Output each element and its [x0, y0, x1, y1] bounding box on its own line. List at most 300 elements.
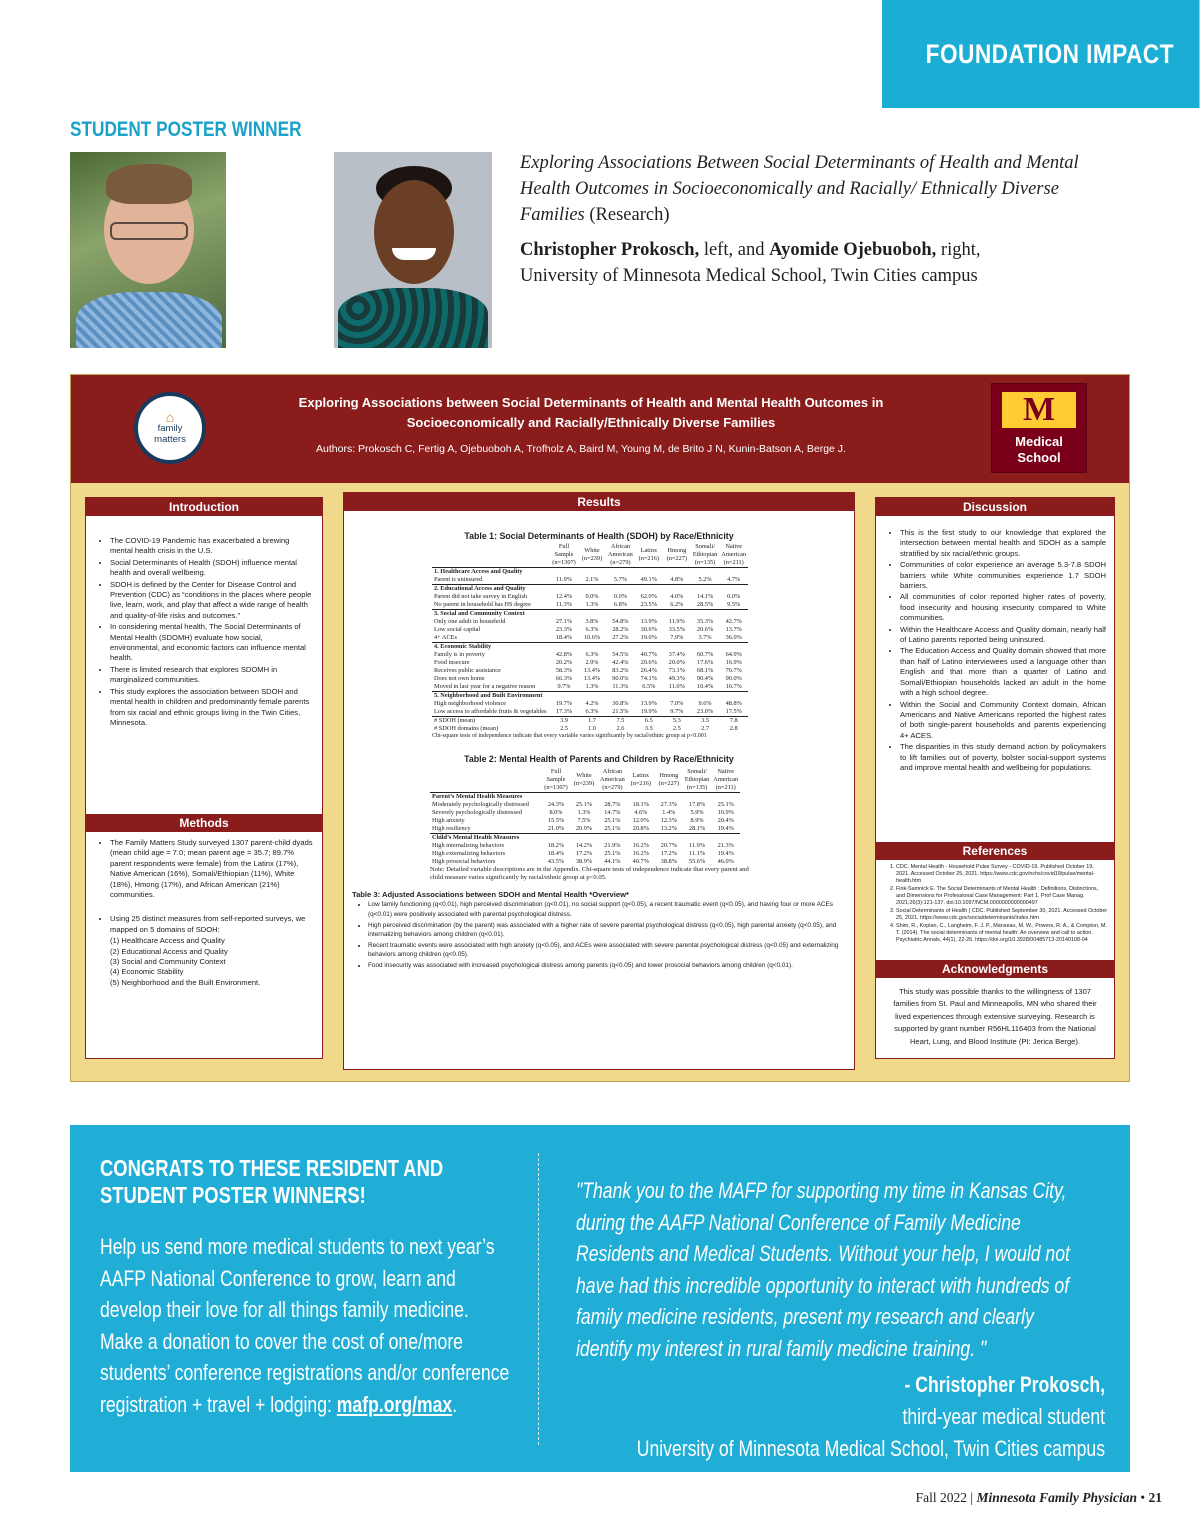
table-cell: 28.2% — [612, 626, 629, 633]
table-cell: 60.7% — [696, 651, 714, 658]
table-col-header: Hmong (n=227) — [663, 543, 691, 568]
table-cell: 21.9% — [604, 842, 621, 849]
table-cell: 7.0% — [670, 700, 684, 707]
table-cell: 25.1% — [604, 817, 621, 824]
table3-title: Table 3: Adjusted Associations between SDOH and Mental Health *Overview* — [352, 890, 629, 899]
table-row — [432, 717, 748, 726]
section-label: STUDENT POSTER WINNER — [70, 118, 302, 141]
table-cell: 11.9% — [689, 842, 706, 849]
table-col-header: Native American (n=211) — [721, 543, 747, 566]
table2-title: Table 2: Mental Health of Parents and Children by Race/Ethnicity — [464, 754, 734, 764]
table-section: Child’s Mental Health Measures — [430, 834, 740, 843]
table-cell: 9.6% — [698, 700, 712, 707]
discussion-item: • All communities of color reported higher rates of poverty, food insecurity and housing insecurity compared to White communities. — [900, 592, 1106, 623]
table-cell: 12.0% — [632, 817, 649, 824]
table-col-header: White (n=239) — [570, 768, 598, 793]
table-cell: 11.3% — [555, 601, 573, 608]
table-row-label: High anxiety — [432, 817, 465, 824]
table-cell: 20.6% — [640, 659, 657, 666]
table-row-label: High neighborhood violence — [434, 700, 507, 707]
table-cell: 4.8% — [670, 576, 684, 583]
table-cell: 9.5% — [727, 601, 741, 608]
table-row-label: Only one adult in household — [434, 618, 506, 625]
table-cell: 90.4% — [696, 675, 714, 682]
callout-heading: CONGRATS TO THESE RESIDENT AND STUDENT POSTER WINNERS! — [100, 1155, 444, 1208]
table-row-label: Moderately psychologically distressed — [432, 801, 529, 808]
intro-item: • This study explores the association between SDOH and mental health in children and predominantly female parents from six racial and ethnic groups living in the Twin Cities, Minnesota. — [110, 687, 314, 729]
table-col-header: Latinx (n=216) — [627, 768, 655, 793]
table-row — [430, 801, 740, 809]
table-row — [432, 667, 748, 675]
table3-list — [344, 900, 854, 970]
table-cell: 19.4% — [717, 850, 734, 857]
poster-right-column — [875, 497, 1115, 1059]
medical-school-logo: M Medical School — [991, 383, 1087, 473]
table-cell: 37.4% — [668, 651, 685, 658]
table-row — [432, 626, 748, 634]
table-cell: 6.3% — [585, 626, 599, 633]
table-cell: 11.3% — [612, 683, 629, 690]
table-row-label: # SDOH (mean) — [432, 717, 550, 726]
table-row — [432, 725, 748, 733]
table-cell: 17.3% — [555, 708, 573, 715]
table-row — [430, 834, 740, 843]
table-cell: 12.3% — [660, 817, 677, 824]
methods-item: • Using 25 distinct measures from self-reported surveys, we mapped on 5 domains of SDOH: — [110, 914, 314, 935]
table-cell: 4.7% — [727, 576, 741, 583]
table-cell: 46.0% — [717, 858, 734, 865]
table-col-header: Latinx (n=216) — [635, 543, 663, 568]
table-row — [430, 850, 740, 858]
table-cell: 0.0% — [613, 593, 627, 600]
table-row-label: Does not own home — [434, 675, 485, 682]
table-row — [430, 842, 740, 850]
table-cell: 55.6% — [688, 858, 706, 865]
table-cell: 3.5 — [644, 725, 653, 732]
intro-heading: Introduction — [86, 498, 322, 516]
table-cell: 49.1% — [640, 576, 657, 583]
winner-authors: Christopher Prokosch, left, and Ayomide Ojebuoboh, right, University of Minnesota Medical School, Twin Cities campus — [520, 240, 981, 286]
table-cell: 21.0% — [547, 825, 565, 832]
table-cell: 20.6% — [696, 626, 714, 633]
table3-item: • Recent traumatic events were associated with high anxiety (q<0.05), and ACEs were associated with severe parental psychological distress (q<0.05) and externalizing behaviors among children (q<0.05). — [368, 941, 844, 960]
table-cell: 13.4% — [583, 675, 601, 682]
table-cell: 90.0% — [725, 675, 742, 682]
table-row — [432, 585, 748, 594]
table-col-header: White (n=239) — [578, 543, 606, 568]
table-cell: 26.4% — [640, 667, 657, 674]
table-cell: 42.4% — [612, 659, 629, 666]
table-cell: 66.3% — [555, 675, 573, 682]
intro-item: • In considering mental health, The Social Determinants of Mental Health (SDOMH) evaluate how social, environmental, and economic factors can influence mental health. — [110, 622, 314, 664]
table-cell: 8.0% — [549, 809, 563, 816]
table-cell: 42.7% — [725, 618, 742, 625]
table-cell: 2.9% — [585, 659, 599, 666]
discussion-item: • Communities of color experience an average 5.3-7.8 SDOH barriers while White communities experience 1.7 SDOH barriers. — [900, 560, 1106, 591]
results-heading: Results — [344, 493, 854, 511]
table-row-label: No parent in household has HS degree — [434, 601, 531, 608]
table-section: 1. Healthcare Access and Quality — [432, 568, 748, 577]
table-cell: 9.7% — [670, 708, 684, 715]
table-row — [432, 610, 748, 619]
table-cell: 11.9% — [555, 576, 573, 583]
table-cell: 30.8% — [612, 700, 629, 707]
page-number: 21 — [1148, 1490, 1162, 1505]
intro-item: • Social Determinants of Health (SDOH) influence mental health and overall wellbeing. — [110, 558, 314, 579]
table-row — [432, 659, 748, 667]
table-row-label: Low social capital — [434, 626, 481, 633]
methods-domain: (1) Healthcare Access and Quality — [110, 936, 225, 946]
section-banner: FOUNDATION IMPACT — [882, 0, 1200, 108]
testimonial-quote: "Thank you to the MAFP for supporting my time in Kansas City, during the AAFP National Conference of Family Medicine Residents and Medical Students. Without your help, I would not have had this incredible opportunity to interact with hundreds of family medicine residents, present my research and clearly identify my interest in rural family medicine training. " — [576, 1178, 1070, 1361]
table-row — [432, 568, 748, 577]
table-cell: 16.2% — [632, 850, 649, 857]
ack-heading: Acknowledgments — [876, 960, 1114, 978]
table-cell: 20.9% — [575, 825, 593, 832]
table-cell: 7.5% — [577, 817, 591, 824]
table-cell: 13.9% — [640, 700, 657, 707]
table-row-label: Moved in last year for a negative reason — [434, 683, 536, 690]
table-cell: 17.2% — [660, 850, 677, 857]
table-cell: 1.7 — [578, 717, 606, 726]
table-cell: 27.1% — [555, 618, 573, 625]
poster-results-column — [343, 492, 855, 1070]
table-cell: 1.0 — [588, 725, 596, 732]
callout-body: Help us send more medical students to next year’s AAFP National Conference to grow, learn and develop their love for all things family medicine. Make a donation to cover the cost of one/more students’ conference registrations and/or conference registration + travel + lodging: mafp.org/max. — [100, 1234, 510, 1417]
table-cell: 54.5% — [612, 651, 629, 658]
table-cell: 14.2% — [575, 842, 593, 849]
ack-text: This study was possible thanks to the willingness of 1307 families from St. Paul and Minneapolis, MN who shared their lived experiences through extensive surveying. Research is supported by grant number R56HL116403 from the National Heart, Lung, and Blood Institute (PI: Jerica Berge). — [893, 987, 1097, 1046]
reference-item: 4. Shim, R., Koplan, C., Langheim, F. J. P., Manseau, M. W., Powers, R. A., & Compton, M. T. (2014). The social determinants of mental health: An overview and call to action. Psychiatric Annals, 44(1), 22-26. https://doi.org/10.3928/00485713-20140108-04 — [896, 923, 1108, 944]
table-cell: 25.1% — [575, 801, 593, 808]
table-row — [430, 858, 740, 866]
discussion-item: • Within the Social and Community Context domain, African Americans and Native Americans reported the highest rates of both single-parent households and parents experiencing 4+ ACES. — [900, 700, 1106, 742]
table-cell: 20.0% — [668, 659, 685, 666]
table-cell: 14.1% — [696, 593, 714, 600]
intro-item: • There is limited research that explores SDOMH in marginalized communities. — [110, 665, 314, 686]
table-cell: 20.8% — [632, 825, 649, 832]
discussion-heading: Discussion — [876, 498, 1114, 516]
reference-item: 1. CDC. Mental Health - Household Pulse Survey - COVID-19. Published October 19, 2021. Accessed October 25, 2021. https://www.cdc.gov/nchs/covid19/pulse/mental-health.htm — [896, 864, 1108, 885]
table-cell: 25.1% — [717, 801, 734, 808]
table-cell: 7.8 — [719, 717, 748, 726]
table-cell: 36.0% — [725, 634, 742, 641]
table-cell: 25.1% — [604, 850, 621, 857]
table-cell: 13.2% — [660, 825, 677, 832]
table-row-label: Receives public assistance — [434, 667, 501, 674]
page-footer: Fall 2022 | Minnesota Family Physician • 21 — [915, 1490, 1162, 1505]
table-cell: 9.7% — [557, 683, 571, 690]
table-section: 3. Social and Community Context — [432, 610, 748, 619]
reference-item: 2. Fink-Samnick E. The Social Determinants of Mental Health : Definitions, Distinctions, and Dimensions for Professional Case Management: Part 1. Prof Case Manag. 2021;26(3):121-137. doi:10.1097/NCM.0000000000000497 — [896, 886, 1108, 907]
discussion-item: • This is the first study to our knowledge that explored the intersection between mental health and SDOH as a sample stratified by six racial/ethnic groups. — [900, 528, 1106, 559]
table-cell: 3.7% — [698, 634, 712, 641]
table-row — [432, 593, 748, 601]
table-row — [432, 692, 748, 701]
reference-item: 3. Social Determinants of Health | CDC. Published September 30, 2021. Accessed October 25, 2021. https://www.cdc.gov/socialdeterminants/index.htm — [896, 908, 1108, 922]
table-row-label: High prosocial behaviors — [432, 858, 496, 865]
table1-title: Table 1: Social Determinants of Health (SDOH) by Race/Ethnicity — [464, 531, 734, 541]
table-cell: 11.9% — [668, 618, 685, 625]
intro-item: • The COVID-19 Pandemic has exacerbated a brewing mental health crisis in the U.S. — [110, 536, 314, 557]
table-cell: 62.0% — [640, 593, 657, 600]
winner-poster-title: Exploring Associations Between Social Determinants of Health and Mental Health Outcomes in Socioeconomically and Racially/ Ethnically Diverse Families (Research) — [520, 153, 1079, 225]
table-cell: 20.2% — [555, 659, 573, 666]
poster-authors: Authors: Prokosch C, Fertig A, Ojebuoboh A, Trofholz A, Baird M, Young M, de Brito J N, Kunin-Batson A, Berge J. — [316, 443, 846, 455]
table-cell: 11.0% — [668, 683, 685, 690]
table-cell: 21.5% — [612, 708, 629, 715]
table-cell: 40.7% — [632, 858, 649, 865]
table-row — [432, 675, 748, 683]
table-cell: 6.5 — [635, 717, 663, 726]
table-row — [430, 825, 740, 834]
table-cell: 24.3% — [547, 801, 565, 808]
table-cell: 5.7% — [613, 576, 627, 583]
discussion-item: • Within the Healthcare Access and Quality domain, nearly half of Latino parents reported being uninsured. — [900, 625, 1106, 646]
table-cell: 18.1% — [632, 801, 649, 808]
table-cell: 90.0% — [612, 675, 629, 682]
table-cell: 2.5 — [560, 725, 568, 732]
table-cell: 48.8% — [725, 700, 742, 707]
table-col-header: Somali/ Ethiopian (n=135) — [692, 543, 718, 566]
table-cell: 5.2% — [698, 576, 712, 583]
table-cell: 28.1% — [688, 825, 706, 832]
methods-item: • The Family Matters Study surveyed 1307 parent-child dyads (mean child age = 7.0; mean parent age = 35.7; 89.7% parent respondents were female) from the Latinx (17%), Native American (16%), Somali/Ethiopian (11%), White (18%), Hmong (17%), and African American (21%) communities. — [110, 838, 314, 900]
table3-item: • High perceived discrimination (by the parent) was associated with a higher rate of severe parental psychological distress (q<0.05), high parental anxiety (q<0.05), and internalizing behaviors among children (q<0.01). — [368, 921, 844, 940]
table-cell: 64.9% — [725, 651, 742, 658]
table-cell: 16.9% — [725, 659, 742, 666]
table-cell: 17.6% — [696, 659, 714, 666]
intro-item: • SDOH is defined by the Center for Disease Control and Prevention (CDC) as “conditions in the places where people live, learn, work, and play that affect a wide range of health and quality-of-life risks and outcomes.” — [110, 580, 314, 622]
research-poster — [70, 374, 1130, 1082]
references-heading: References — [876, 842, 1114, 860]
table-cell: 3.5 — [691, 717, 719, 726]
poster-title: Exploring Associations between Social Determinants of Health and Mental Health Outcomes in Socioeconomically and Racially/Ethnically Diverse Families — [298, 395, 884, 430]
table2 — [430, 768, 740, 866]
table-cell: 2.5 — [672, 725, 681, 732]
quote-author: - Christopher Prokosch, — [904, 1372, 1105, 1397]
table-cell: 7.5 — [606, 717, 635, 726]
table-cell: 3.8% — [585, 618, 599, 625]
umn-m-icon: M — [1002, 392, 1076, 428]
table-cell: 6.3% — [585, 708, 599, 715]
table-cell: 23.5% — [640, 601, 657, 608]
table-cell: 40.7% — [640, 651, 657, 658]
table-row-label: 4+ ACEs — [434, 634, 457, 641]
table-cell: 6.5% — [642, 683, 656, 690]
table-cell: 27.3% — [660, 801, 677, 808]
table-cell: 15.5% — [547, 817, 565, 824]
table-row — [432, 651, 748, 659]
table-cell: 14.7% — [604, 809, 621, 816]
methods-domain: (3) Social and Community Context — [110, 957, 226, 967]
table-cell: 38.8% — [660, 858, 677, 865]
table-row-label: Food insecure — [434, 659, 470, 666]
table-cell: 7.9% — [670, 634, 684, 641]
table-cell: 16.7% — [725, 683, 742, 690]
table-col-header: Hmong (n=227) — [655, 768, 683, 793]
table-row — [432, 576, 748, 585]
house-icon: ⌂ — [165, 408, 175, 425]
table-col-header: Somali/ Ethiopian (n=135) — [684, 768, 710, 791]
table-row — [430, 793, 740, 802]
table-cell: 21.3% — [717, 842, 734, 849]
table-cell: 25.1% — [604, 825, 621, 832]
table-cell: 74.1% — [640, 675, 657, 682]
table-cell: 1.3% — [585, 601, 599, 608]
table-row-label: High externalizing behaviors — [432, 850, 506, 857]
discussion-item: • The disparities in this study demand action by policymakers to lift families out of poverty, bolster social-support systems and improve mental health and wellbeing for populations. — [900, 742, 1106, 773]
table-row-label: Parent did not take survey in English — [434, 593, 528, 600]
table-cell: 19.0% — [640, 634, 657, 641]
table-row-label: Severely psychologically distressed — [432, 809, 522, 816]
table-row-label: High resiliency — [432, 825, 471, 832]
table-cell: 5.9% — [690, 809, 704, 816]
table-cell: 43.5% — [547, 858, 565, 865]
table-cell: 20.4% — [717, 817, 734, 824]
table1-note: Chi-square tests of independence indicate that every variable varies significantly by racial/ethnic group at p<0.001 — [432, 733, 707, 739]
table-cell: 18.4% — [547, 850, 565, 857]
table-cell: 13.7% — [725, 626, 742, 633]
table-col-header: Full Sample (n=1307) — [550, 543, 578, 568]
table-row-label: # SDOH domains (mean) — [434, 725, 499, 732]
table-row — [432, 683, 748, 692]
table-row — [432, 643, 748, 652]
table-cell: 4.6% — [634, 809, 648, 816]
discussion-text — [876, 516, 1114, 842]
table-cell: 28.7% — [604, 801, 621, 808]
table3-item: • Low family functioning (q<0.01), high perceived discrimination (q<0.01), no social support (q<0.05), a recent traumatic event (q<0.05), and having four or more ACEs (q<0.01) were positively associated with parental psychological distress. — [368, 900, 844, 919]
table-section: Parent’s Mental Health Measures — [430, 793, 740, 802]
table-section: 2. Educational Access and Quality — [432, 585, 748, 594]
table-cell: 2.6 — [616, 725, 625, 732]
references-text — [876, 860, 1114, 960]
table-row — [432, 634, 748, 643]
photo-christopher-prokosch — [70, 152, 226, 348]
table-cell: 0.0% — [727, 593, 741, 600]
table-section: 5. Neighborhood and Built Environment — [432, 692, 748, 701]
table-cell: 1.3% — [577, 809, 591, 816]
table-row-label: Family is in poverty — [434, 651, 485, 658]
table-cell: 13.9% — [640, 618, 657, 625]
family-matters-logo: ⌂ family matters — [134, 392, 206, 464]
table-col-header: Full Sample (n=1307) — [542, 768, 570, 793]
table-col-header: African American (n=279) — [600, 768, 625, 791]
table2-note: Note: Detailed variable descriptions are in the Appendix. Chi-square tests of independence indicate that every parent and child measure varies significantly by racial/ethnic group at p<0.05. — [430, 866, 749, 881]
table-col-header: African American (n=279) — [608, 543, 633, 566]
table-cell: 10.9% — [717, 809, 734, 816]
donation-callout — [70, 1125, 1130, 1472]
table-row — [432, 618, 748, 626]
table-cell: 17.5% — [725, 708, 742, 715]
table-cell: 2.1% — [585, 576, 599, 583]
quote-role: third-year medical student — [902, 1404, 1105, 1429]
table-cell: 2.8 — [729, 725, 738, 732]
table-cell: 33.5% — [668, 626, 685, 633]
table-cell: 12.4% — [555, 593, 573, 600]
table-cell: 2.7 — [701, 725, 709, 732]
table-cell: 58.3% — [555, 667, 573, 674]
table-cell: 28.5% — [696, 601, 714, 608]
poster-left-column — [85, 497, 323, 1059]
table-cell: 23.0% — [696, 708, 714, 715]
table-row — [432, 601, 748, 610]
table-cell: 42.8% — [555, 651, 573, 658]
table-cell: 13.4% — [583, 667, 601, 674]
table-cell: 10.6% — [583, 634, 601, 641]
table-cell: 18.2% — [547, 842, 565, 849]
table-cell: 73.1% — [668, 667, 685, 674]
table-cell: 20.7% — [660, 842, 677, 849]
table-cell: 19.9% — [640, 708, 657, 715]
methods-domain: (4) Economic Stability — [110, 967, 184, 977]
methods-text — [86, 832, 322, 988]
table-cell: 35.3% — [696, 618, 714, 625]
donation-link[interactable]: mafp.org/max — [336, 1391, 453, 1417]
table-cell: 0.0% — [585, 593, 599, 600]
table-cell: 23.3% — [555, 626, 573, 633]
table-row — [432, 708, 748, 717]
table-cell: 10.4% — [696, 683, 714, 690]
table-cell: 16.2% — [632, 842, 649, 849]
table-cell: 3.9 — [550, 717, 578, 726]
table-cell: 4.0% — [670, 593, 684, 600]
table-cell: 1.3% — [585, 683, 599, 690]
table-cell: 49.3% — [668, 675, 685, 682]
table-cell: 4.2% — [585, 700, 599, 707]
table-row-label: High internalizing behaviors — [432, 842, 505, 849]
table-cell: 18.4% — [555, 634, 573, 641]
table-cell: 44.1% — [604, 858, 621, 865]
testimonial-attribution — [490, 1369, 1105, 1465]
table-cell: 6.8% — [613, 601, 627, 608]
table-cell: 6.2% — [670, 601, 684, 608]
methods-heading: Methods — [86, 814, 322, 832]
table-row-label: Low access to affordable fruits & vegetables — [434, 708, 547, 715]
quote-school: University of Minnesota Medical School, Twin Cities campus — [636, 1436, 1105, 1461]
table1 — [432, 543, 748, 733]
table-cell: 17.2% — [575, 850, 593, 857]
table-cell: 83.2% — [612, 667, 629, 674]
table-cell: 76.7% — [725, 667, 742, 674]
table-cell: 5.3 — [663, 717, 691, 726]
intro-text — [86, 516, 322, 814]
table-cell: 19.4% — [717, 825, 734, 832]
table-cell: 19.7% — [555, 700, 573, 707]
table-cell: 11.1% — [689, 850, 706, 857]
table-cell: 1.4% — [662, 809, 676, 816]
table-cell: 27.2% — [612, 634, 629, 641]
poster-header — [71, 375, 1129, 483]
table-cell: 17.8% — [688, 801, 706, 808]
methods-domain: (2) Educational Access and Quality — [110, 946, 228, 956]
discussion-item: • The Education Access and Quality domain showed that more than half of Latino interviewees used a language other than English and that more than a quarter of Latino and Somali/Ethiopian households lacked an adult in the home with a high school degree. — [900, 646, 1106, 698]
table3-item: • Food insecurity was associated with increased psychological distress among parents (q<0.05) and lower prosocial behaviors among children (q<0.01). — [368, 961, 844, 971]
table-col-header: Native American (n=211) — [713, 768, 739, 791]
table-cell: 54.8% — [612, 618, 629, 625]
table-cell: 68.1% — [696, 667, 714, 674]
table-row — [432, 700, 748, 708]
table-row — [430, 809, 740, 817]
table-cell: 6.3% — [585, 651, 599, 658]
table-row — [430, 817, 740, 825]
photo-ayomide-ojebuoboh — [334, 152, 492, 348]
table-cell: 8.9% — [690, 817, 704, 824]
methods-domain: (5) Neighborhood and the Built Environment. — [110, 977, 261, 987]
table-cell: 30.6% — [640, 626, 657, 633]
table-cell: 38.9% — [575, 858, 593, 865]
table-row-label: Parent is uninsured — [434, 576, 483, 583]
